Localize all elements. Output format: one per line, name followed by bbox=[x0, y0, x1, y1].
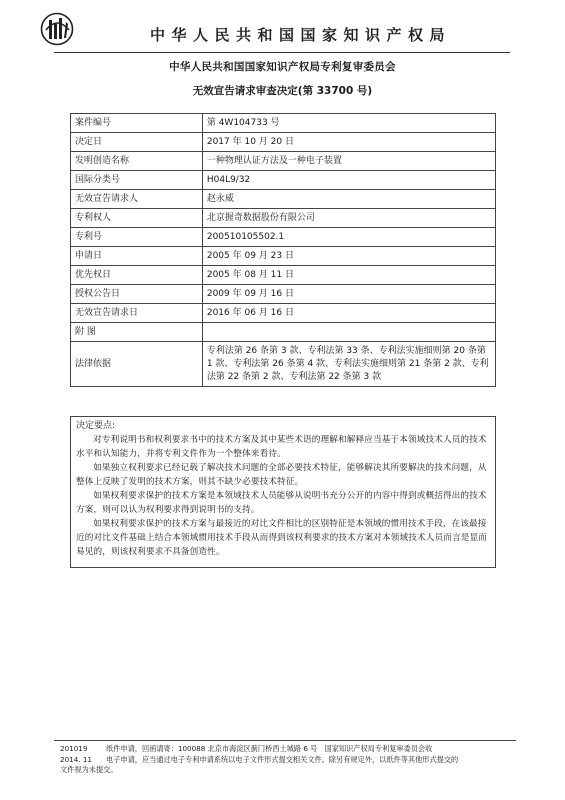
table-row bbox=[71, 114, 496, 133]
field-value: 2016 年 06 月 16 日 bbox=[202, 304, 495, 323]
form-date: 2014. 11 bbox=[60, 754, 93, 764]
table-row bbox=[71, 247, 496, 266]
electronic-notice: 电子申请，应当通过电子专利申请系统以电子文件形式提交相关文件。除另有规定外，以纸件等其他形式提交的 bbox=[106, 754, 459, 764]
table-row bbox=[71, 228, 496, 247]
letterhead bbox=[40, 10, 535, 50]
field-label: 法律依据 bbox=[71, 342, 203, 387]
table-row bbox=[71, 152, 496, 171]
table-row bbox=[71, 323, 496, 342]
field-label: 附 图 bbox=[71, 323, 203, 342]
field-value: 200510105502.1 bbox=[202, 228, 495, 247]
decision-title: 无效宣告请求审查决定(第 33700 号) bbox=[192, 85, 373, 97]
field-label: 案件编号 bbox=[71, 114, 203, 133]
field-value: 赵永威 bbox=[202, 190, 495, 209]
legal-basis-value: 专利法第 26 条第 3 款、专利法第 33 条、专利法实施细则第 20 条第 1 款、专利法第 26 条第 4 款、专利法实施细则第 21 条第 2 款、专利法第 22 条第 2 款、专利法第 22 条第 3 款 bbox=[202, 342, 495, 387]
field-label: 国际分类号 bbox=[71, 171, 203, 190]
field-label: 授权公告日 bbox=[71, 285, 203, 304]
table-row bbox=[71, 209, 496, 228]
org-title: 中华人民共和国国家知识产权局 bbox=[150, 26, 452, 44]
field-label: 决定日 bbox=[71, 133, 203, 152]
field-label: 专利权人 bbox=[71, 209, 203, 228]
table-row bbox=[71, 133, 496, 152]
header-divider bbox=[54, 52, 510, 53]
summary-paragraph: 对专利说明书和权利要求书中的技术方案及其中某些术语的理解和解释应当基于本领域技术人员的技术水平和认知能力，并将专利文件作为一个整体来看待。 bbox=[76, 435, 487, 459]
field-value: 一种物理认证方法及一种电子装置 bbox=[202, 152, 495, 171]
table-row bbox=[71, 304, 496, 323]
board-name: 中华人民共和国国家知识产权局专利复审委员会 bbox=[169, 61, 396, 73]
field-label: 优先权日 bbox=[71, 266, 203, 285]
footer-notice bbox=[60, 744, 530, 776]
field-value: H04L9/32 bbox=[202, 171, 495, 190]
field-value: 2009 年 09 月 16 日 bbox=[202, 285, 495, 304]
summary-paragraph: 如果权利要求保护的技术方案与最接近的对比文件相比的区别特征是本领域的惯用技术手段，在该最接近的对比文件基础上结合本领域惯用技术手段从而得到该权利要求的技术方案对本领域技术人员而言是显而易见的，则该权利要求不具备创造性。 bbox=[76, 519, 487, 557]
field-label: 无效宣告请求人 bbox=[71, 190, 203, 209]
field-value: 2005 年 08 月 11 日 bbox=[202, 266, 495, 285]
table-row bbox=[71, 342, 496, 387]
footer-divider bbox=[54, 740, 516, 741]
table-row bbox=[71, 285, 496, 304]
field-label: 申请日 bbox=[71, 247, 203, 266]
field-label: 发明创造名称 bbox=[71, 152, 203, 171]
summary-heading: 决定要点: bbox=[76, 421, 116, 431]
table-row bbox=[71, 266, 496, 285]
field-label: 无效宣告请求日 bbox=[71, 304, 203, 323]
case-info-table bbox=[70, 113, 496, 387]
table-row bbox=[71, 190, 496, 209]
field-value: 2017 年 10 月 20 日 bbox=[202, 133, 495, 152]
field-value bbox=[202, 323, 495, 342]
field-value: 第 4W104733 号 bbox=[202, 114, 495, 133]
table-row bbox=[71, 171, 496, 190]
mail-notice: 纸件申请，回函请寄：100088 北京市海淀区蓟门桥西土城路 6 号 国家知识产权局专利复审委员会收 bbox=[106, 744, 433, 753]
field-value: 2005 年 09 月 23 日 bbox=[202, 247, 495, 266]
summary-paragraph: 如果权利要求保护的技术方案是本领域技术人员能够从说明书充分公开的内容中得到或概括得出的技术方案，则可以认为权利要求得到说明书的支持。 bbox=[76, 491, 487, 515]
field-value: 北京握奇数据股份有限公司 bbox=[202, 209, 495, 228]
electronic-notice-cont: 文件视为未提交。 bbox=[60, 765, 118, 774]
decision-summary bbox=[70, 416, 496, 568]
form-code: 201019 bbox=[60, 744, 88, 753]
summary-paragraph: 如果独立权利要求已经记载了解决技术问题的全部必要技术特征，能够解决其所要解决的技术问题，从整体上反映了发明的技术方案，则其不缺少必要技术特征。 bbox=[76, 463, 487, 487]
field-label: 专利号 bbox=[71, 228, 203, 247]
cnipa-emblem-icon bbox=[40, 10, 74, 48]
